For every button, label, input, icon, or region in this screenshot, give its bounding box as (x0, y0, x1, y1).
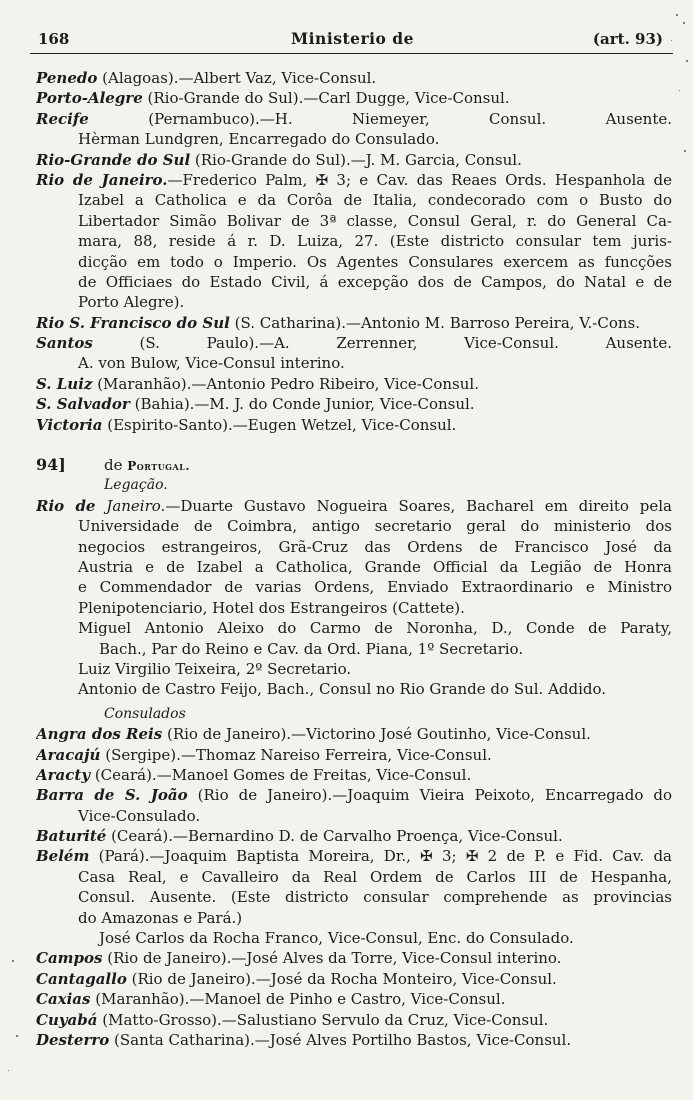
place-name: Recife (36, 109, 89, 128)
place-name: Barra de S. João (36, 786, 188, 805)
brazil-continuation: Libertador Simão Bolivar de 3ª classe, Consul Geral, r. do General Ca- (78, 211, 672, 230)
legacao-continuation: Austria e de Izabel a Catholica, Grande Official da Legião de Honra (78, 557, 672, 576)
legacao-heading: Legação. (104, 477, 168, 494)
entry-text: (Rio de Janeiro).—Victorino José Goutinho, Vice-Consul. (162, 725, 591, 744)
brazil-continuation: de Officiaes do Estado Civil, á excepção dos de Campos, do Natal e de (78, 272, 672, 291)
entry-text: (Rio de Janeiro).—José da Rocha Monteiro, Vice-Consul. (126, 969, 557, 988)
place-name-cont: Janeiro. (95, 496, 166, 515)
place-name: Aracty (36, 765, 91, 784)
entry-text: (Espirito-Santo).—Eugen Wetzel, Vice-Consul. (102, 415, 457, 434)
print-speck (676, 14, 678, 16)
place-name: Campos (36, 949, 103, 968)
consulado-continuation: Casa Real, e Cavalleiro da Real Ordem de Carlos III de Hespanha, (78, 867, 672, 886)
entry-text: (Rio-Grande do Sul).—Carl Dugge, Vice-Consul. (142, 89, 510, 108)
brazil-continuation: mara, 88, reside á r. D. Luiza, 27. (Este districto consular tem juris- (78, 232, 672, 251)
consulado-continuation: Vice-Consulado. (78, 806, 201, 825)
section-number: 94] (36, 455, 66, 475)
legacao-continuation: Universidade de Coimbra, antigo secretario geral do ministerio dos (78, 517, 672, 536)
place-name: Cantagallo (36, 969, 127, 988)
page-header (30, 26, 675, 52)
legacao-staff-line: Antonio de Castro Feijo, Bach., Consul no Rio Grande do Sul. Addido. (78, 680, 607, 699)
section-title-prefix: de (104, 456, 128, 475)
print-speck (683, 22, 685, 24)
entry-text: (Sergipe).—Thomaz Nareiso Ferreira, Vice-Consul. (100, 745, 492, 764)
print-speck (671, 40, 672, 41)
consulado-entry (36, 948, 672, 968)
brazil-entry (36, 109, 672, 129)
brazil-entry (36, 88, 672, 108)
entry-text: (Pará).—Joaquim Baptista Moreira, Dr., ✠ 3; ✠ 2 de P. e Fid. Cav. da (89, 847, 672, 866)
entry-text: (S. Catharina).—Antonio M. Barroso Pereira, V.-Cons. (229, 313, 640, 332)
place-name: Desterro (36, 1030, 110, 1049)
place-name: Baturité (36, 827, 107, 846)
place-name: Porto-Alegre (36, 89, 143, 108)
brazil-entry (36, 68, 672, 88)
print-speck (686, 60, 688, 62)
portugal-consulates-list (36, 724, 672, 1050)
brazil-entry (36, 394, 672, 414)
legacao-continuation: Plenipotenciario, Hotel dos Estrangeiros (Cattete). (78, 598, 465, 617)
brazil-entry (36, 170, 672, 190)
brazil-entry (36, 374, 672, 394)
place-name: Santos (36, 334, 93, 353)
print-speck (12, 960, 14, 962)
brazil-entry (36, 313, 672, 333)
legacao-staff-line: Miguel Antonio Aleixo do Carmo de Noronha, D., Conde de Paraty, (78, 619, 672, 638)
consulado-entry (36, 1010, 672, 1030)
entry-text: (Rio de Janeiro).—Joaquim Vieira Peixoto, Encarregado do (187, 786, 672, 805)
brazil-consulates-list (36, 68, 672, 435)
place-name: S. Luiz (36, 374, 93, 393)
place-name: Aracajú (36, 745, 101, 764)
page-number: 168 (38, 30, 70, 48)
print-speck (8, 1070, 9, 1071)
entry-text: (Rio-Grande do Sul).—J. M. Garcia, Consul. (190, 150, 522, 169)
running-title: Ministerio de (291, 29, 414, 48)
entry-text: —Frederico Palm, ✠ 3; e Cav. das Reaes Ords. Hespanhola de (167, 170, 672, 189)
legacao-continuation: negocios estrangeiros, Grã-Cruz das Ordens de Francisco José da (78, 537, 672, 556)
brazil-entry (36, 333, 672, 353)
brazil-continuation: Porto Alegre). (78, 293, 185, 312)
brazil-entry (36, 150, 672, 170)
print-speck (679, 90, 680, 91)
article-reference: (art. 93) (592, 30, 663, 48)
place-name: Rio de Janeiro. (36, 170, 168, 189)
place-name: Victoria (36, 415, 103, 434)
legacao-block (36, 496, 672, 700)
place-name: Caxias (36, 990, 91, 1009)
entry-text: (Bahia).—M. J. do Conde Junior, Vice-Consul. (129, 395, 475, 414)
place-name: Rio-Grande do Sul (36, 150, 191, 169)
legacao-staff-line: Luiz Virgilio Teixeira, 2º Secretario. (78, 659, 352, 678)
brazil-entry (36, 415, 672, 435)
entry-text: (S. Paulo).—A. Zerrenner, Vice-Consul. Ausente. (92, 334, 672, 353)
brazil-continuation: Izabel a Catholica e da Corôa de Italia, condecorado com o Busto do (78, 191, 672, 210)
place-name: Rio S. Francisco do Sul (36, 313, 230, 332)
page-body (36, 68, 672, 1050)
place-name: Angra dos Reis (36, 725, 163, 744)
consulado-entry (36, 745, 672, 765)
consulado-entry (36, 785, 672, 805)
section-heading (36, 455, 672, 475)
brazil-continuation: A. von Bulow, Vice-Consul interino. (78, 354, 345, 373)
place-name: Belém (36, 847, 90, 866)
consulado-continuation: José Carlos da Rocha Franco, Vice-Consul, Enc. do Consulado. (99, 929, 574, 948)
legacao-staff-line: Bach., Par do Reino e Cav. da Ord. Piana, 1º Secretario. (99, 639, 524, 658)
print-speck (16, 1035, 18, 1037)
consulado-continuation: do Amazonas e Pará.) (78, 908, 243, 927)
entry-text: (Maranhão).—Antonio Pedro Ribeiro, Vice-Consul. (92, 374, 479, 393)
consulado-entry (36, 846, 672, 866)
entry-text: (Ceará).—Manoel Gomes de Freitas, Vice-Consul. (90, 765, 472, 784)
entry-text: (Santa Catharina).—José Alves Portilho Bastos, Vice-Consul. (109, 1030, 572, 1049)
legacao-continuation: e Commendador de varias Ordens, Enviado Extraordinario e Ministro (78, 578, 672, 597)
place-name: Rio de (36, 496, 96, 515)
entry-text: (Matto-Grosso).—Salustiano Servulo da Cruz, Vice-Consul. (97, 1010, 549, 1029)
consulado-entry (36, 989, 672, 1009)
header-rule (30, 53, 673, 54)
entry-text: (Ceará).—Bernardino D. de Carvalho Proença, Vice-Consul. (106, 827, 563, 846)
legacao-entry (36, 496, 672, 516)
consulado-continuation: Consul. Ausente. (Este districto consular comprehende as provincias (78, 888, 672, 907)
print-speck (684, 150, 686, 152)
consulado-entry (36, 724, 672, 744)
entry-text: —Duarte Gustavo Nogueira Soares, Bacharel em direito pela (165, 496, 672, 515)
consulado-entry (36, 969, 672, 989)
place-name: Cuyabá (36, 1010, 98, 1029)
place-name: S. Salvador (36, 395, 130, 414)
place-name: Penedo (36, 69, 98, 87)
section-title: Portugal. (127, 459, 191, 474)
entry-text: (Alagoas).—Albert Vaz, Vice-Consul. (97, 69, 377, 87)
consulado-entry (36, 826, 672, 846)
entry-text: (Maranhão).—Manoel de Pinho e Castro, Vice-Consul. (90, 990, 506, 1009)
entry-text: (Pernambuco).—H. Niemeyer, Consul. Ausente. (88, 109, 672, 128)
brazil-continuation: dicção em todo o Imperio. Os Agentes Consulares exercem as funcções (78, 252, 672, 271)
entry-text: (Rio de Janeiro).—José Alves da Torre, Vice-Consul interino. (102, 949, 562, 968)
consulado-entry (36, 765, 672, 785)
consulados-heading: Consulados (104, 705, 186, 722)
consulado-entry (36, 1030, 672, 1050)
brazil-continuation: Hèrman Lundgren, Encarregado do Consulado. (78, 130, 440, 149)
